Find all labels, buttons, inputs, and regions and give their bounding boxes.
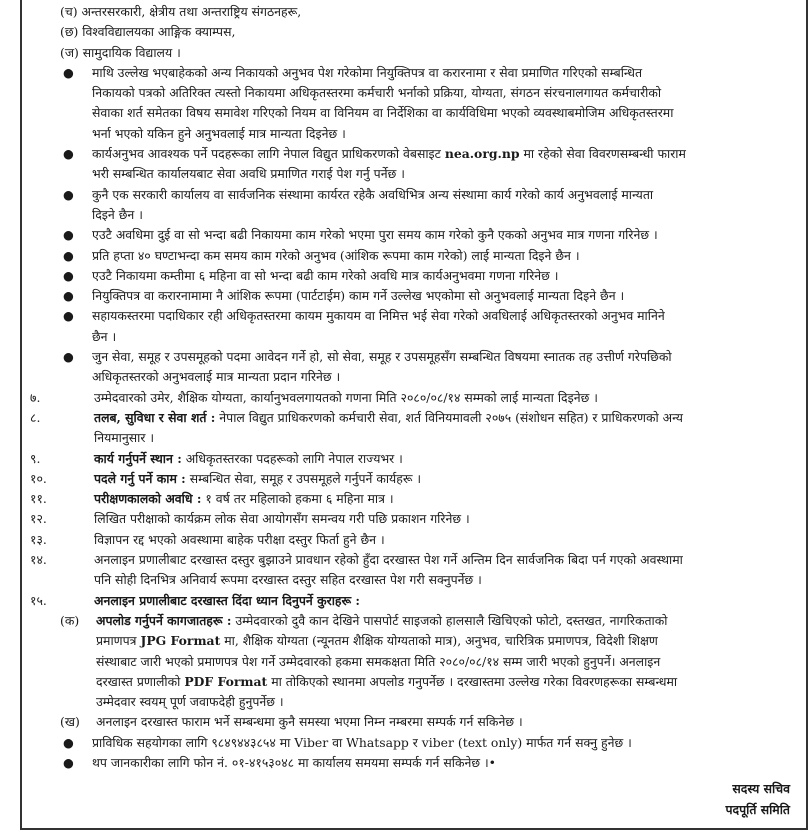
item-number: ७.	[30, 389, 41, 405]
bullet-item-9-line-2: अधिकृतस्तरको अनुभवलाई मात्र मान्यता प्रदान गरिनेछ ।	[92, 369, 341, 385]
numbered-item-12: १२. लिखित परीक्षाको कार्यक्रम लोक सेवा आयोगसँग समन्वय गरी पछि प्रकाशन गरिनेछ ।	[30, 509, 798, 529]
sub-item-label: (क)	[60, 612, 80, 628]
document-body	[30, 2, 798, 820]
bullet-icon: ●	[63, 64, 74, 80]
numbered-item-9: ९. कार्य गर्नुपर्ने स्थान : अधिकृतस्तरका पदहरूको लागि नेपाल राज्यभर ।	[30, 449, 798, 469]
bullet-icon: ●	[63, 227, 74, 243]
bullet-item-4: ● एउटै अवधिमा दुई वा सो भन्दा बढी निकायमा काम गरेको भएमा पुरा समय काम गरेको कुनै एकको अनुभव मात्र गणना गरिनेछ ।	[30, 225, 798, 245]
bullet-item-1-line-2: निकायको पत्रको अतिरिक्त त्यस्तो निकायमा अधिकृतस्तरमा कर्मचारी भर्नाको प्रक्रिया, योग्यता, संगठन संरचनालगायत कर्मचारीको	[92, 85, 662, 101]
contact-bullet-2: ● थप जानकारीका लागि फोन नं. ०१-४१५३०४८ मा कार्यालय समयमा सम्पर्क गर्न सकिनेछ ।•	[30, 753, 798, 773]
item-number: १२.	[30, 511, 47, 527]
numbered-item-10: १०. पदले गर्नु पर्ने काम : सम्बन्धित सेवा, समूह र उपसमूहले गर्नुपर्ने कार्यहरू ।	[30, 469, 798, 489]
bullet-item-1-line-4: भर्ना भएको यकिन हुने अनुभवलाई मात्र मान्यता दिइनेछ ।	[92, 125, 346, 141]
bullet-icon: ●	[63, 247, 74, 263]
bullet-icon: ●	[63, 146, 74, 162]
bullet-icon: ●	[63, 734, 74, 750]
numbered-item-8-line-1: ८. तलब, सुविधा र सेवा शर्त : नेपाल विद्युत प्राधिकरणको कर्मचारी सेवा, शर्त विनियमावली २०७५ (संशोधन सहित) र प्राधिकरणको अन्य	[30, 408, 798, 428]
numbered-item-15: १५. अनलाइन प्रणालीबाट दरखास्त दिंदा ध्यान दिनुपर्ने कुराहरू :	[30, 591, 798, 611]
sub-item-ka-line-5: उम्मेदवार स्वयम् पूर्ण जवाफदेही हुनुपर्नेछ ।	[96, 694, 284, 710]
numbered-item-14-line-2: पनि सोही दिनभित्र अनिवार्य रूपमा दरखास्त दस्तुर सहित दरखास्त पेश गरी सक्नुपर्नेछ ।	[94, 572, 482, 588]
list-item-chh: (छ) विश्वविद्यालयका आङ्गिक क्याम्पस,	[60, 24, 236, 40]
item-number: १५.	[30, 592, 47, 608]
bullet-item-1-line-1: ● माथि उल्लेख भएबाहेकको अन्य निकायको अनुभव पेश गरेकोमा नियुक्तिपत्र वा करारनामा र सेवा प्रमाणित गरिएको सम्बन्धित	[30, 63, 798, 83]
item-number: ११.	[30, 491, 47, 507]
bullet-icon: ●	[63, 754, 74, 770]
numbered-item-11: ११. परीक्षणकालको अवधि : १ वर्ष तर महिलाको हकमा ६ महिना मात्र ।	[30, 489, 798, 509]
item-number: १३.	[30, 531, 47, 547]
signature-committee: पदपूर्ति समिति	[725, 801, 790, 817]
bullet-icon: ●	[63, 288, 74, 304]
bullet-item-5: ● प्रति हप्ता ४० घण्टाभन्दा कम समय काम गरेको अनुभव (आंशिक रूपमा काम गरेको) लाई मान्यता दिइने छैन ।	[30, 246, 798, 266]
contact-bullet-1: ● प्राविधिक सहयोगका लागि ९८४९४४३८५४ मा Viber वा Whatsapp र viber (text only) मार्फत गर्न सक्नु हुनेछ ।	[30, 733, 798, 753]
bullet-item-2-line-2: भरी सम्बन्धित कार्यालयबाट सेवा अवधि प्रमाणित गराई पेश गर्नु पर्नेछ ।	[92, 166, 405, 182]
bullet-icon: ●	[63, 186, 74, 202]
bullet-item-9-line-1: ● जुन सेवा, समूह र उपसमूहको पदमा आवेदन गर्ने हो, सो सेवा, समूह र उपसमूहसँग सम्बन्धित विषयमा स्नातक तह उत्तीर्ण गरेपछिको	[30, 347, 798, 367]
signature-title: सदस्य सचिव	[732, 781, 790, 797]
sub-item-ka-line-3: संस्थाबाट जारी भएको प्रमाणपत्र पेश गर्ने उम्मेदवारको हकमा समकक्षता मिति २०८०/०८/१४ सम्म जारी भएको हुनुपर्ने। अनलाइन	[96, 653, 661, 669]
sub-item-ka-line-4: दरखास्त प्रणालीको PDF Format मा तोकिएको स्थानमा अपलोड गनुपर्नेछ । दरखास्तमा उल्लेख गरेका विवरणहरूका सम्बन्धमा	[96, 673, 678, 689]
bullet-icon: ●	[63, 308, 74, 324]
numbered-item-13: १३. विज्ञापन रद्द भएको अवस्थामा बाहेक परीक्षा दस्तुर फिर्ता हुने छैन ।	[30, 530, 798, 550]
bullet-item-8-line-2: छैन ।	[92, 328, 117, 344]
item-number: ९.	[30, 450, 41, 466]
bullet-icon: ●	[63, 349, 74, 365]
bullet-item-2-line-1: ● कार्यअनुभव आवश्यक पर्ने पदहरूका लागि नेपाल विद्युत प्राधिकरणको वेबसाइट nea.org.np मा रहेको सेवा विवरणसम्बन्धी फाराम	[30, 144, 798, 164]
item-number: १०.	[30, 470, 47, 486]
bullet-item-3-line-2: दिइने छैन ।	[92, 206, 143, 222]
numbered-item-14-line-1: १४. अनलाइन प्रणालीबाट दरखास्त दस्तुर बुझाउने प्रावधान रहेको हुँदा दरखास्त पेश गर्ने अन्तिम दिन सार्वजनिक बिदा पर्न गएको अवस्थामा	[30, 550, 798, 570]
list-item-j: (ज) सामुदायिक विद्यालय ।	[60, 44, 181, 60]
bullet-item-8-line-1: ● सहायकस्तरमा पदाधिकार रही अधिकृतस्तरमा कायम मुकायम वा निमित्त भई सेवा गरेको अवधिलाई अधिकृतस्तरको अनुभव मानिने	[30, 306, 798, 326]
list-item-c: (च) अन्तरसरकारी, क्षेत्रीय तथा अन्तराष्ट्रिय संगठनहरू,	[60, 4, 302, 19]
bullet-item-6: ● एउटै निकायमा कम्तीमा ६ महिना वा सो भन्दा बढी काम गरेको अवधि मात्र कार्यअनुभवमा गणना गरिनेछ ।	[30, 266, 798, 286]
sub-item-ka-line-2: प्रमाणपत्र JPG Format मा, शैक्षिक योग्यता (न्यूनतम शैक्षिक योग्यताको मात्र), अनुभव, चारित्रिक प्रमाणपत्र, विदेशी शिक्षण	[96, 633, 658, 649]
numbered-item-7: ७. उम्मेदवारको उमेर, शैक्षिक योग्यता, कार्यानुभवलगायतको गणना मिति २०८०/०८/१४ सम्मको लाई मान्यता दिइनेछ ।	[30, 388, 798, 408]
item-number: ८.	[30, 409, 41, 425]
bullet-icon: ●	[63, 267, 74, 283]
sub-item-kha: (ख) अनलाइन दरखास्त फाराम भर्ने सम्बन्धमा कुनै समस्या भएमा निम्न नम्बरमा सम्पर्क गर्न सकिनेछ ।	[30, 712, 798, 732]
item-number: १४.	[30, 552, 47, 568]
bullet-item-7: ● नियुक्तिपत्र वा करारनामामा नै आंशिक रूपमा (पार्टटाईम) काम गर्ने उल्लेख भएकोमा सो अनुभवलाई मान्यता दिइने छैन ।	[30, 286, 798, 306]
sub-item-ka-line-1: (क) अपलोड गर्नुपर्ने कागजातहरू : उम्मेदवारको दुवै कान देखिने पासपोर्ट साइजको हालसालै खिचिएको फोटो, दस्तखत, नागरिकताको	[30, 611, 798, 631]
numbered-item-8-line-2: नियमानुसार ।	[94, 430, 155, 446]
website-link[interactable]: nea.org.np	[444, 146, 520, 162]
sub-item-label: (ख)	[60, 714, 80, 730]
bullet-item-3-line-1: ● कुनै एक सरकारी कार्यालय वा सार्वजनिक संस्थामा कार्यरत रहेकै अवधिभित्र अन्य संस्थामा कार्य गरेको कार्य अनुभवलाई मान्यता	[30, 185, 798, 205]
bullet-item-1-line-3: सेवाका शर्त समेतका विषय समावेश गरिएको नियम वा विनियम वा निर्देशिका वा कार्यविधिमा भएको व्यवस्थाबमोजिम अधिकृतस्तरमा	[92, 105, 674, 121]
